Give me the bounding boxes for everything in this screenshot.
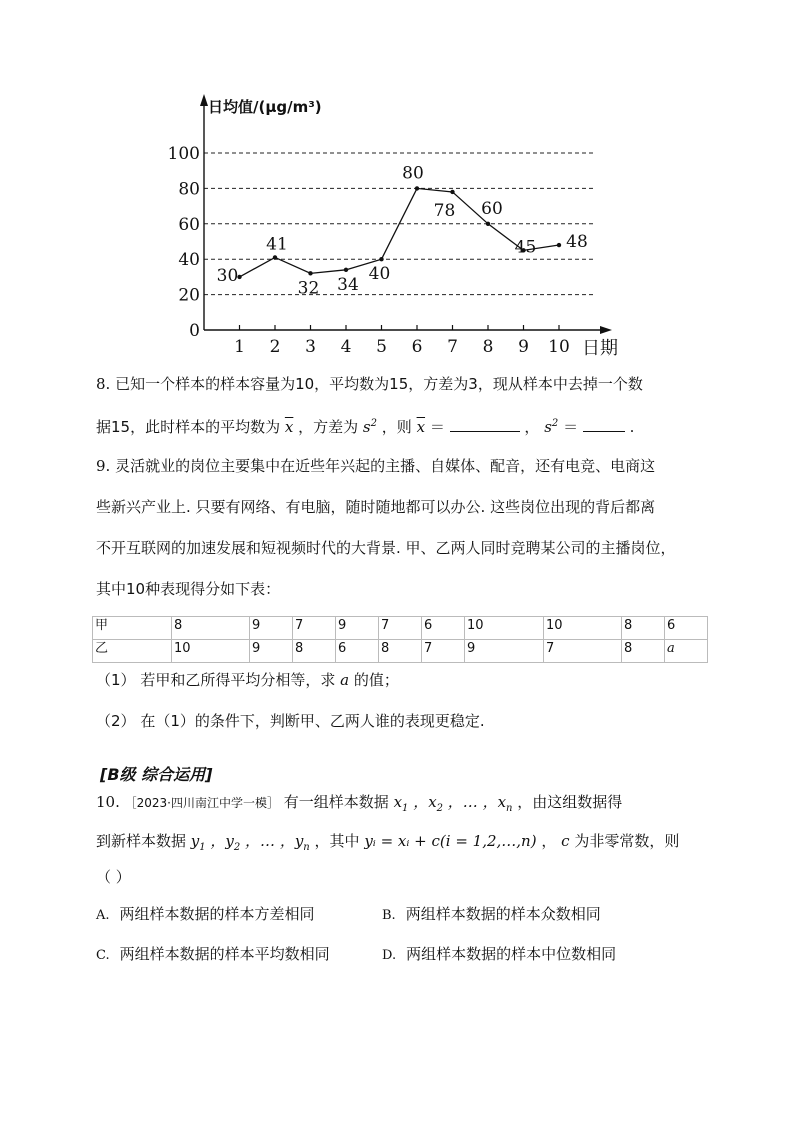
sample-y-sequence: $y_1$ ，$y_2$ ，… ，$y_n$ bbox=[190, 832, 310, 853]
data-label: 41 bbox=[266, 234, 288, 255]
question-8-text-2d: ＝ bbox=[429, 418, 445, 436]
question-10-text-1a: 有一组样本数据 bbox=[283, 793, 389, 811]
option-c-text: 两组样本数据的样本平均数相同 bbox=[119, 945, 330, 963]
table-cell: 8 bbox=[172, 617, 250, 640]
answer-blank-mean[interactable] bbox=[450, 417, 520, 432]
option-c[interactable] bbox=[96, 944, 330, 966]
question-10-text-2c: ， bbox=[541, 832, 557, 850]
question-10-text-2d: 为非零常数，则 bbox=[574, 832, 680, 850]
question-9-text-1: 灵活就业的岗位主要集中在近些年兴起的主播、自媒体、配音，还有电竞、电商这 bbox=[115, 457, 656, 475]
data-point bbox=[308, 271, 312, 275]
series-line bbox=[240, 188, 560, 277]
x-tick-label: 1 bbox=[234, 337, 245, 357]
table-cell: 9 bbox=[465, 640, 544, 663]
question-10-text-2a: 到新样本数据 bbox=[96, 832, 187, 850]
section-title: [B级 综合运用] bbox=[100, 765, 213, 784]
x-tick-label: 5 bbox=[376, 337, 387, 357]
y-tick-label: 100 bbox=[167, 144, 200, 164]
x-tick-label: 10 bbox=[548, 337, 570, 357]
data-label: 60 bbox=[481, 198, 503, 219]
x-tick-label: 8 bbox=[482, 337, 494, 357]
y-tick-label: 0 bbox=[189, 321, 200, 341]
sample-x-sequence: $x_1$ ，$x_2$ ，… ，$x_n$ bbox=[393, 793, 513, 814]
table-cell: 6 bbox=[422, 617, 465, 640]
table-cell: 10 bbox=[172, 640, 250, 663]
question-8-line-2 bbox=[96, 414, 716, 437]
x-tick-label: 3 bbox=[305, 337, 316, 357]
x-tick-label: 9 bbox=[518, 337, 529, 357]
y-tick-label: 60 bbox=[178, 214, 200, 235]
sub-question-1-text-a: 若甲和乙所得平均分相等，求 bbox=[140, 671, 336, 689]
x-bar-symbol: $\overline{x}$ bbox=[284, 418, 294, 436]
x-axis-label: 日期 bbox=[582, 338, 618, 359]
s-squared-symbol-1: $s^2$ bbox=[362, 418, 377, 436]
question-8-text-2f: ＝ bbox=[563, 418, 579, 436]
table-cell: 9 bbox=[250, 617, 293, 640]
answer-blank-variance[interactable] bbox=[583, 417, 625, 432]
question-9-text-2: 些新兴产业上. 只要有网络、有电脑，随时随地都可以办公. 这些岗位出现的背后都离 bbox=[96, 498, 656, 516]
table-cell: 8 bbox=[622, 640, 665, 663]
question-9-sub-2 bbox=[96, 711, 716, 731]
data-point bbox=[450, 190, 454, 194]
table-cell: 8 bbox=[379, 640, 422, 663]
x-tick-label: 6 bbox=[411, 337, 423, 357]
question-10-line-1 bbox=[96, 792, 716, 819]
question-8-text-2b: ，方差为 bbox=[298, 418, 359, 436]
option-a[interactable] bbox=[96, 904, 315, 926]
data-label: 40 bbox=[368, 264, 391, 285]
question-8-line-1 bbox=[96, 374, 716, 394]
table-cell: 7 bbox=[293, 617, 336, 640]
variable-c: c bbox=[561, 832, 570, 850]
question-8-text-2g: . bbox=[629, 418, 635, 436]
table-cell: 7 bbox=[422, 640, 465, 663]
question-10-line-2 bbox=[96, 831, 716, 858]
x-tick-label: 4 bbox=[340, 337, 352, 357]
x-axis-arrow bbox=[600, 326, 612, 334]
data-label: 48 bbox=[566, 232, 588, 253]
table-cell: 9 bbox=[336, 617, 379, 640]
question-10-answer-paren[interactable] bbox=[96, 867, 716, 887]
question-8-text-2c: ，则 bbox=[381, 418, 412, 436]
option-b-text: 两组样本数据的样本众数相同 bbox=[405, 905, 601, 923]
data-label: 78 bbox=[433, 200, 456, 221]
x-tick-label: 2 bbox=[269, 337, 281, 357]
table-cell: 10 bbox=[465, 617, 544, 640]
question-10-text-1b: ，由这组数据得 bbox=[517, 793, 623, 811]
table-cell: 8 bbox=[622, 617, 665, 640]
question-9-text-4: 其中10种表现得分如下表： bbox=[96, 580, 281, 598]
table-cell: 乙 bbox=[93, 640, 172, 663]
option-d-text: 两组样本数据的样本中位数相同 bbox=[406, 945, 617, 963]
table-cell: 9 bbox=[250, 640, 293, 663]
table-cell: 7 bbox=[544, 640, 622, 663]
y-tick-label: 80 bbox=[178, 179, 200, 200]
sub-question-1-number: （1） bbox=[96, 671, 136, 689]
data-point bbox=[415, 186, 419, 190]
y-tick-label: 20 bbox=[178, 285, 200, 306]
table-cell: 6 bbox=[336, 640, 379, 663]
option-a-text: 两组样本数据的样本方差相同 bbox=[119, 905, 315, 923]
table-cell: 8 bbox=[293, 640, 336, 663]
data-point bbox=[273, 255, 277, 259]
x-tick-label: 7 bbox=[447, 337, 458, 357]
answer-paren: （ ） bbox=[96, 868, 131, 886]
y-axis-arrow bbox=[200, 94, 208, 106]
sub-question-2-number: （2） bbox=[96, 712, 136, 730]
table-cell: 10 bbox=[544, 617, 622, 640]
question-9-line-1 bbox=[96, 456, 716, 476]
data-point bbox=[379, 257, 383, 261]
question-9-number: 9. bbox=[96, 457, 111, 475]
x-bar-symbol-2: $\overline{x}$ bbox=[416, 418, 426, 436]
variable-a: a bbox=[340, 671, 350, 689]
table-row bbox=[93, 617, 708, 640]
data-label: 80 bbox=[402, 163, 424, 184]
option-d-letter: D. bbox=[382, 948, 397, 963]
question-9-sub-1 bbox=[96, 670, 716, 690]
data-point bbox=[344, 268, 348, 272]
question-9-line-2 bbox=[96, 497, 716, 517]
s-squared-symbol-2: $s^2$ bbox=[544, 418, 559, 436]
option-a-letter: A. bbox=[96, 908, 110, 923]
data-label: 30 bbox=[216, 265, 239, 286]
option-b-letter: B. bbox=[382, 908, 396, 923]
data-label: 34 bbox=[337, 274, 359, 295]
table-cell: a bbox=[665, 640, 708, 663]
question-8-text-1: 已知一个样本的样本容量为10，平均数为15，方差为3，现从样本中去掉一个数 bbox=[115, 375, 643, 393]
question-10-source: ［2023·四川南江中学一模］ bbox=[124, 796, 279, 810]
question-8-number: 8. bbox=[96, 375, 111, 393]
question-9-line-3 bbox=[96, 538, 716, 558]
sub-question-2-text: 在（1）的条件下，判断甲、乙两人谁的表现更稳定. bbox=[140, 712, 485, 730]
question-10-number: 10. bbox=[96, 793, 120, 811]
data-point bbox=[557, 243, 561, 247]
table-cell: 6 bbox=[665, 617, 708, 640]
table-cell: 甲 bbox=[93, 617, 172, 640]
option-d[interactable] bbox=[382, 944, 616, 966]
data-label: 45 bbox=[514, 237, 537, 258]
question-8-text-2e: ， bbox=[524, 418, 540, 436]
line-chart bbox=[160, 88, 630, 360]
sub-question-1-text-b: 的值； bbox=[353, 671, 399, 689]
formula: yᵢ = xᵢ + c(i = 1,2,…,n) bbox=[364, 832, 537, 850]
table-cell: 7 bbox=[379, 617, 422, 640]
table-row bbox=[93, 640, 708, 663]
y-axis-label: 日均值/(μg/m³) bbox=[208, 98, 322, 116]
data-label: 32 bbox=[297, 278, 320, 299]
question-8-text-2a: 据15，此时样本的平均数为 bbox=[96, 418, 281, 436]
question-10-text-2b: ，其中 bbox=[314, 832, 360, 850]
option-c-letter: C. bbox=[96, 948, 110, 963]
data-point bbox=[486, 222, 490, 226]
score-table bbox=[92, 616, 708, 663]
option-b[interactable] bbox=[382, 904, 601, 926]
question-9-text-3: 不开互联网的加速发展和短视频时代的大背景. 甲、乙两人同时竞聘某公司的主播岗位， bbox=[96, 539, 676, 557]
y-tick-label: 40 bbox=[178, 250, 200, 271]
question-9-line-4 bbox=[96, 579, 716, 599]
